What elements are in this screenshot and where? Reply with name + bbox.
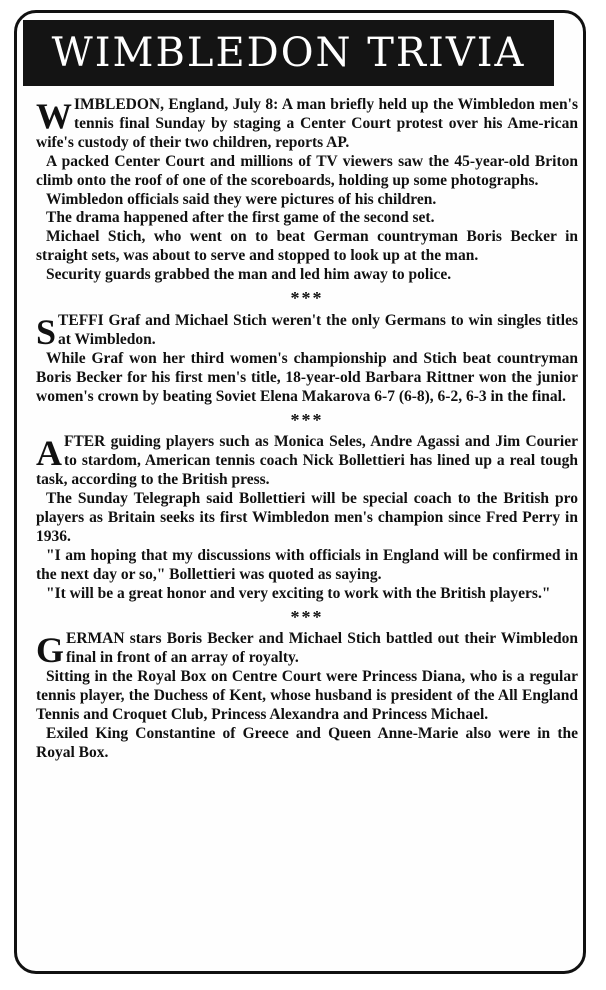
dropcap: W <box>36 96 72 136</box>
section-separator: *** <box>290 606 324 627</box>
paragraph: While Graf won her third women's championship and Stich beat countryman Boris Becker for his first men's title, 18-year-old Barbara Rittner won the junior women's crown by beating Soviet Elena Makarova 6-7 (6-8), 6-2, 6-3 in the final. <box>36 349 578 405</box>
paragraph: Wimbledon officials said they were pictures of his children. <box>46 190 437 208</box>
paragraph: A packed Center Court and millions of TV viewers saw the 45-year-old Briton climb onto the roof of one of the scoreboards, holding up some photographs. <box>36 152 578 189</box>
section-separator: *** <box>290 409 324 430</box>
section-1-lead <box>36 96 578 153</box>
paragraph: Exiled King Constantine of Greece and Queen Anne-Marie also were in the Royal Box. <box>36 725 578 761</box>
lead-text: ERMAN stars Boris Becker and Michael Stich battled out their Wimbledon final in front of an array of royalty. <box>66 630 578 667</box>
lead-text: TEFFI Graf and Michael Stich weren't the only Germans to win singles titles at Wimbledon. <box>58 311 578 348</box>
paragraph: Michael Stich, who went on to beat German countryman Boris Becker in straight sets, was about to serve and stopped to look up at the man. <box>36 228 578 265</box>
paragraph: The Sunday Telegraph said Bollettieri will be special coach to the British pro players as Britain seeks its first Wimbledon men's champion since Fred Perry in 1936. <box>36 490 578 545</box>
paragraph: The drama happened after the first game of the second set. <box>46 209 435 227</box>
section-separator: *** <box>290 288 324 309</box>
paragraph: Sitting in the Royal Box on Centre Court were Princess Diana, who is a regular tennis player, the Duchess of Kent, whose husband is president of the All England Tennis and Croquet Club, Princess Alexandra and Princess Michael. <box>36 668 578 724</box>
section-2-lead <box>36 312 578 350</box>
dropcap: S <box>36 311 57 352</box>
paragraph: "It will be a great honor and very exciting to work with the British players." <box>46 584 551 602</box>
section-3-lead <box>36 433 578 490</box>
section-4-lead <box>36 630 578 671</box>
article-body <box>36 96 578 763</box>
article-title: WIMBLEDON TRIVIA <box>23 20 554 86</box>
dropcap: G <box>36 630 65 671</box>
lead-text: FTER guiding players such as Monica Seles, Andre Agassi and Jim Courier to stardom, American tennis coach Nick Bollettieri has lined up a real tough task, according to the British press. <box>36 433 578 489</box>
lead-text: IMBLEDON, England, July 8: A man briefly held up the Wimbledon men's tennis final Sunday by staging a Center Court protest over his Ame-rican wife's custody of their two children, reports AP. <box>36 96 578 151</box>
dropcap: A <box>36 433 62 474</box>
paragraph: "I am hoping that my discussions with officials in England will be confirmed in the next day or so," Bollettieri was quoted as saying. <box>36 546 578 583</box>
paragraph: Security guards grabbed the man and led him away to police. <box>46 266 452 284</box>
